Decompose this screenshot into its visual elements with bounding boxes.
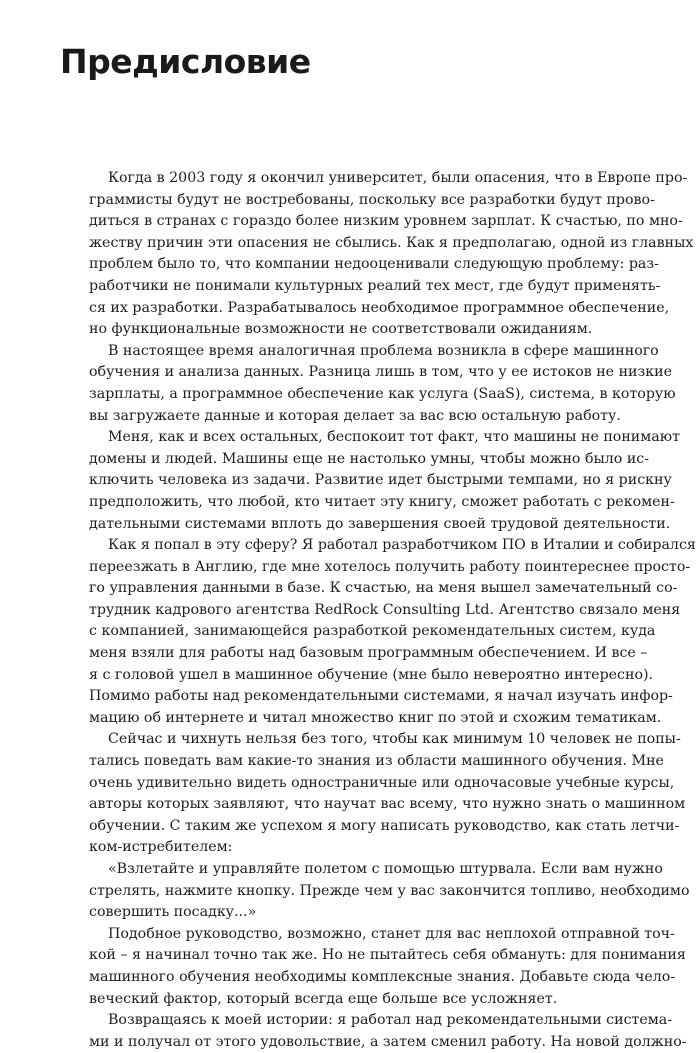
text-line: тались поведать вам какие-то знания из области машинного обучения. Мне (89, 753, 664, 770)
text-line: ся их разработки. Разрабатывалось необходимое программное обеспечение, (89, 299, 670, 316)
text-line: веческий фактор, который всегда еще больше все усложняет. (89, 990, 558, 1007)
text-line: Помимо работы над рекомендательными системами, я начал изучать инфор- (89, 688, 673, 705)
text-line: мацию об интернете и читал множество книг по этой и схожим тематикам. (89, 709, 662, 726)
text-line: машинного обучения необходимы комплексные знания. Добавьте сюда чело- (89, 968, 676, 985)
text-line: работчики не понимали культурных реалий тех мест, где будут применять- (89, 277, 661, 294)
text-line: ком-истребителем: (89, 839, 233, 856)
paragraph (89, 168, 694, 341)
text-line: ми и получал от этого удовольствие, а затем сменил работу. На новой должно- (89, 1033, 687, 1050)
text-line: меня взяли для работы над базовым программным обеспечением. И все – (89, 645, 648, 662)
paragraph (89, 535, 696, 729)
text-line: совершить посадку...» (89, 904, 257, 921)
text-line: Сейчас и чихнуть нельзя без того, чтобы как минимум 10 человек не попы- (108, 731, 681, 748)
text-line: диться в странах с гораздо более низким уровнем зарплат. К счастью, по мно- (89, 213, 683, 230)
text-line: дательными системами вплоть до завершения своей трудовой деятельности. (89, 515, 671, 532)
text-line: переезжать в Англию, где мне хотелось получить работу поинтереснее просто- (89, 558, 691, 575)
text-line: зарплаты, а программное обеспечение как услуга (SaaS), система, в которую (89, 385, 676, 402)
text-line: Как я попал в эту сферу? Я работал разработчиком ПО в Италии и собирался (108, 537, 696, 554)
text-line: Когда в 2003 году я окончил университет, были опасения, что в Европе про- (108, 170, 688, 186)
text-line: кой – я начинал точно так же. Но не пытайтесь себя обмануть: для понимания (89, 947, 686, 964)
text-line: предположить, что любой, кто читает эту книгу, сможет работать с рекомен- (89, 493, 675, 510)
paragraph (89, 924, 686, 1010)
text-line: го управления данными в базе. К счастью, на меня вышел замечательный со- (89, 580, 678, 597)
text-line: «Взлетайте и управляйте полетом с помощью штурвала. Если вам нужно (108, 861, 663, 877)
text-line: жеству причин эти опасения не сбылись. Как я предполагаю, одной из главных (89, 234, 694, 251)
text-line: вы загружаете данные и которая делает за вас всю остальную работу. (89, 407, 621, 424)
text-line: обучении. С таким же успехом я могу написать руководство, как стать летчи- (89, 817, 680, 834)
text-line: Подобное руководство, возможно, станет для вас неплохой отправной точ- (108, 925, 675, 942)
text-line: стрелять, нажмите кнопку. Прежде чем у вас закончится топливо, необходимо (89, 882, 690, 899)
page-title: Предисловие (60, 42, 311, 81)
text-line: но функциональные возможности не соответствовали ожиданиям. (89, 321, 593, 338)
text-line: очень удивительно видеть одностраничные или одночасовые учебные курсы, (89, 774, 675, 791)
text-line: граммисты будут не востребованы, поскольку все разработки будут прово- (89, 191, 655, 208)
text-line: домены и людей. Машины еще не настолько умны, чтобы можно было ис- (89, 450, 650, 467)
text-line: проблем было то, что компании недооценивали следующую проблему: раз- (89, 256, 659, 273)
text-line: Возвращаясь к моей истории: я работал над рекомендательными система- (108, 1012, 673, 1029)
text-line: с компанией, занимающейся разработкой рекомендательных систем, куда (89, 623, 656, 640)
paragraph (89, 341, 676, 427)
body-text (89, 168, 696, 1053)
text-line: В настоящее время аналогичная проблема возникла в сфере машинного (108, 342, 659, 359)
text-line: ключить человека из задачи. Развитие идет быстрыми темпами, но я рискну (89, 472, 672, 489)
paragraph (89, 427, 680, 535)
text-line: я с головой ушел в машинное обучение (мне было невероятно интересно). (89, 666, 654, 683)
text-line: Меня, как и всех остальных, беспокоит тот факт, что машины не понимают (108, 429, 680, 446)
paragraph (89, 1010, 687, 1053)
text-line: трудник кадрового агентства RedRock Consulting Ltd. Агентство связало меня (89, 601, 681, 618)
text-line: авторы которых заявляют, что научат вас всему, что нужно знать о машинном (89, 796, 686, 813)
paragraph (89, 729, 686, 859)
text-line: обучения и анализа данных. Разница лишь в том, что у ее истоков не низкие (89, 364, 672, 381)
paragraph (89, 859, 690, 924)
